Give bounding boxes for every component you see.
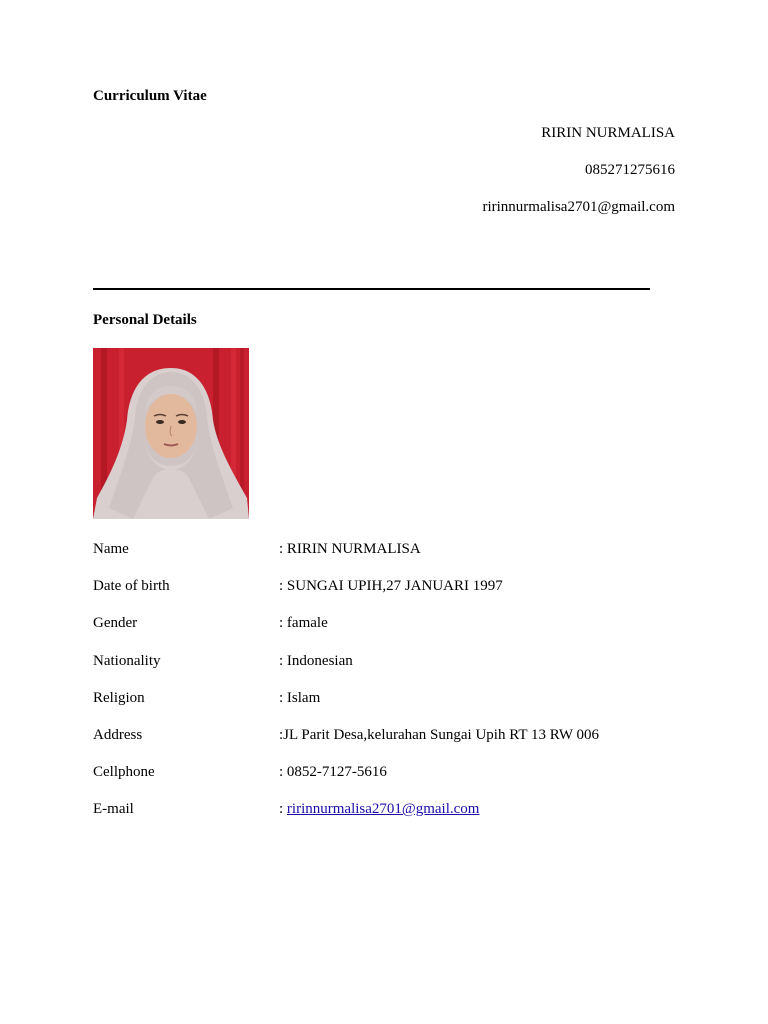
horizontal-rule	[93, 288, 650, 290]
row-value: : Indonesian	[279, 653, 353, 669]
row-label: Nationality	[93, 653, 161, 669]
contact-email: ririnnurmalisa2701@gmail.com	[482, 199, 675, 215]
email-link[interactable]: ririnnurmalisa2701@gmail.com	[286, 801, 480, 817]
personal-row-address	[93, 727, 693, 747]
row-label: E-mail	[93, 801, 134, 817]
document-title: Curriculum Vitae	[93, 88, 207, 104]
row-value: : famale	[279, 615, 328, 631]
section-title-personal-details: Personal Details	[93, 312, 197, 328]
row-label: Name	[93, 541, 129, 557]
row-label: Address	[93, 727, 143, 743]
contact-phone: 085271275616	[585, 162, 675, 178]
personal-row-religion	[93, 690, 693, 710]
email-prefix: :	[279, 801, 287, 817]
personal-row-email	[93, 801, 693, 821]
contact-name: RIRIN NURMALISA	[541, 125, 675, 141]
row-value: : RIRIN NURMALISA	[279, 541, 421, 557]
personal-row-cellphone	[93, 764, 693, 784]
row-label: Gender	[93, 615, 138, 631]
personal-row-name	[93, 541, 693, 561]
row-value: :JL Parit Desa,kelurahan Sungai Upih RT 13 RW 006	[279, 727, 600, 743]
profile-photo	[93, 348, 249, 519]
row-label: Religion	[93, 690, 145, 706]
row-label: Cellphone	[93, 764, 155, 780]
row-value: : Islam	[279, 690, 321, 706]
personal-row-nationality	[93, 653, 693, 673]
row-value: : SUNGAI UPIH,27 JANUARI 1997	[279, 578, 503, 594]
personal-row-date-of-birth	[93, 578, 693, 598]
row-value: : 0852-7127-5616	[279, 764, 387, 780]
personal-row-gender	[93, 615, 693, 635]
row-label: Date of birth	[93, 578, 170, 594]
